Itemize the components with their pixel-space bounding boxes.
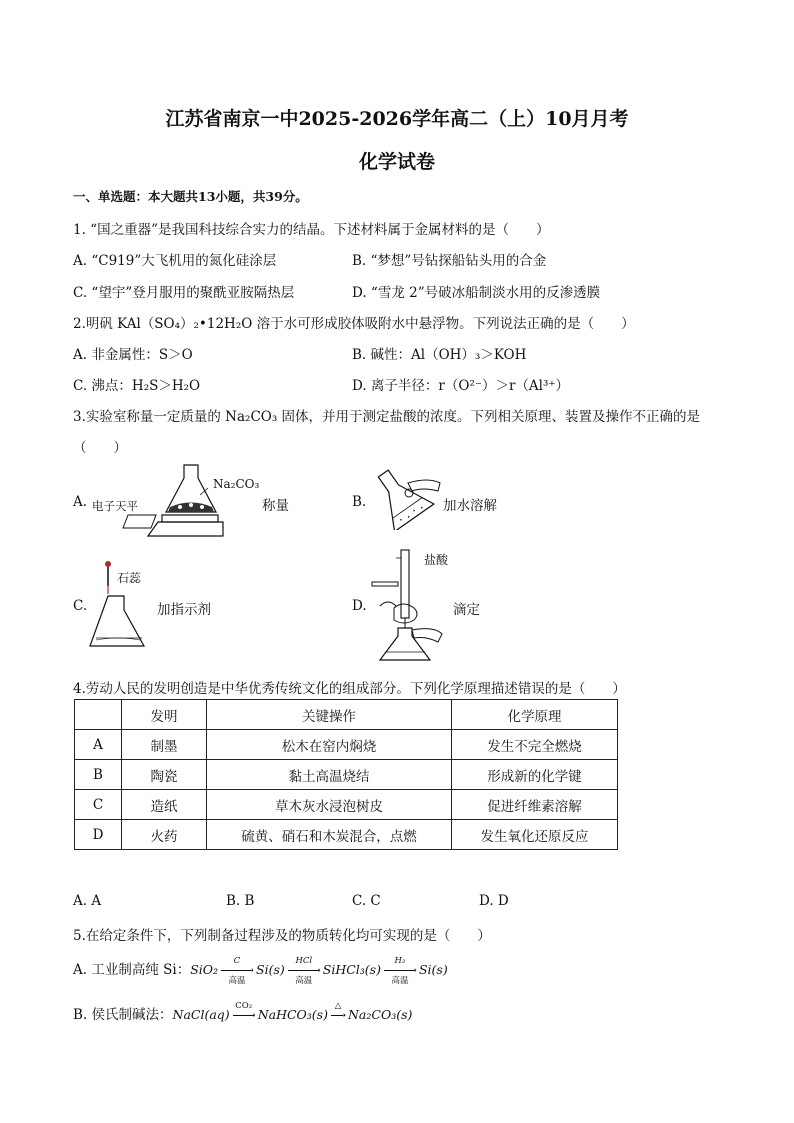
table-cell: 火药 xyxy=(122,820,207,850)
table-row xyxy=(75,730,618,760)
reaction-arrow: △ ➝ xyxy=(330,1009,346,1023)
reaction-arrow: H₂ ➝ 高温 xyxy=(383,964,417,978)
table-cell: B xyxy=(75,760,122,790)
question-4-option-a: A. A xyxy=(73,893,102,909)
litmus-label: 石蕊 xyxy=(117,571,142,585)
reaction-arrow: C ➝ 高温 xyxy=(220,964,254,978)
question-3-option-b-letter: B. xyxy=(352,494,367,510)
table-row xyxy=(75,790,618,820)
arrow-condition: HCl xyxy=(295,955,313,966)
question-3-option-b-label: 加水溶解 xyxy=(443,498,497,514)
section-heading: 一、单选题：本大题共13小题，共39分。 xyxy=(73,189,308,204)
arrow-condition: 高温 xyxy=(391,975,409,986)
question-1-option-d: D. “雪龙 2”号破冰船制淡水用的反渗透膜 xyxy=(352,285,601,301)
species: Na₂CO₃(s) xyxy=(347,1007,413,1022)
table-header-cell xyxy=(75,700,122,730)
table-cell: 草木灰水浸泡树皮 xyxy=(207,790,452,820)
table-header-cell: 关键操作 xyxy=(207,700,452,730)
table-cell: 造纸 xyxy=(122,790,207,820)
arrow-condition: 高温 xyxy=(228,975,246,986)
question-5-option-a xyxy=(73,955,448,986)
arrow-condition: C xyxy=(233,955,241,966)
question-2-option-c: C. 沸点：H₂S＞H₂O xyxy=(73,378,201,394)
table-row xyxy=(75,820,618,850)
species: NaCl(aq) xyxy=(172,1007,230,1022)
question-4-option-c: C. C xyxy=(352,893,381,909)
question-4-stem: 4.劳动人民的发明创造是中华优秀传统文化的组成部分。下列化学原理描述错误的是（ ） xyxy=(73,681,626,697)
table-cell: 发生氧化还原反应 xyxy=(452,820,618,850)
arrow-condition: 高温 xyxy=(295,975,313,986)
table-cell: 制墨 xyxy=(122,730,207,760)
question-1-stem: 1. “国之重器”是我国科技综合实力的结晶。下述材料属于金属材料的是（ ） xyxy=(73,222,550,238)
question-3-option-a-letter: A. xyxy=(73,494,88,510)
table-cell: 黏土高温烧结 xyxy=(207,760,452,790)
question-1-option-b: B. “梦想”号钻探船钻头用的合金 xyxy=(352,253,547,269)
question-3-paren: （ ） xyxy=(73,440,127,456)
page-title: 江苏省南京一中2025-2026学年高二（上）10月月考 xyxy=(165,108,629,130)
table-cell: A xyxy=(75,730,122,760)
arrow-condition: H₂ xyxy=(394,955,406,966)
table-cell: 硫黄、硝石和木炭混合，点燃 xyxy=(207,820,452,850)
question-5-option-b xyxy=(73,1000,413,1023)
question-1-option-c: C. “望宇”登月服用的聚酰亚胺隔热层 xyxy=(73,285,295,301)
table-cell: 陶瓷 xyxy=(122,760,207,790)
arrow-condition: △ xyxy=(334,1000,342,1011)
invention-table xyxy=(74,699,618,850)
table-cell: 发生不完全燃烧 xyxy=(452,730,618,760)
table-row xyxy=(75,760,618,790)
question-3-option-d-letter: D. xyxy=(352,598,367,614)
question-1-option-a: A. “C919”大飞机用的氮化硅涂层 xyxy=(73,253,277,269)
option-a-prefix: A. 工业制高纯 Si： xyxy=(73,962,191,978)
hydrochloric-acid-label: 盐酸 xyxy=(424,553,449,567)
question-4-option-d: D. D xyxy=(479,893,509,909)
arrow-condition: CO₂ xyxy=(235,1000,253,1011)
species: SiO₂ xyxy=(190,962,219,977)
species: Si(s) xyxy=(418,962,448,977)
species: SiHCl₃(s) xyxy=(322,962,381,977)
table-cell: D xyxy=(75,820,122,850)
question-3-option-c-label: 加指示剂 xyxy=(157,602,211,618)
question-3-option-d-label: 滴定 xyxy=(453,602,480,618)
species: Si(s) xyxy=(256,962,285,977)
table-header-cell: 发明 xyxy=(122,700,207,730)
question-2-option-d: D. 离子半径：r（O²⁻）＞r（Al³⁺） xyxy=(352,378,570,394)
question-3-stem: 3.实验室称量一定质量的 Na₂CO₃ 固体，并用于测定盐酸的浓度。下列相关原理、装置及操作不正确的是 xyxy=(73,409,701,425)
option-b-prefix: B. 侯氏制碱法： xyxy=(73,1007,173,1023)
question-5-stem: 5.在给定条件下，下列制备过程涉及的物质转化均可实现的是（ ） xyxy=(73,928,491,944)
table-cell: 形成新的化学键 xyxy=(452,760,618,790)
question-3-option-c-letter: C. xyxy=(73,598,88,614)
page-subtitle: 化学试卷 xyxy=(358,151,435,173)
table-cell: 促进纤维素溶解 xyxy=(452,790,618,820)
question-4-option-b: B. B xyxy=(226,893,255,909)
question-3-option-a-label: 称量 xyxy=(262,498,289,514)
table-cell: C xyxy=(75,790,122,820)
reaction-arrow: HCl ➝ 高温 xyxy=(287,964,321,978)
reaction-arrow: CO₂ ➝ xyxy=(232,1009,256,1023)
na2co3-label: Na₂CO₃ xyxy=(213,477,260,491)
species: NaHCO₃(s) xyxy=(257,1007,328,1022)
dissolving-flask-figure xyxy=(368,465,443,530)
question-2-option-a: A. 非金属性：S＞O xyxy=(73,347,193,363)
question-2-option-b: B. 碱性：Al（OH）₃＞KOH xyxy=(352,347,527,363)
table-header-row xyxy=(75,700,618,730)
table-cell: 松木在窑内焖烧 xyxy=(207,730,452,760)
table-header-cell: 化学原理 xyxy=(452,700,618,730)
question-2-stem: 2.明矾 KAl（SO₄）₂•12H₂O 溶于水可形成胶体吸附水中悬浮物。下列说法正确的是（ ） xyxy=(73,316,635,332)
balance-label: 电子天平 xyxy=(92,499,138,513)
